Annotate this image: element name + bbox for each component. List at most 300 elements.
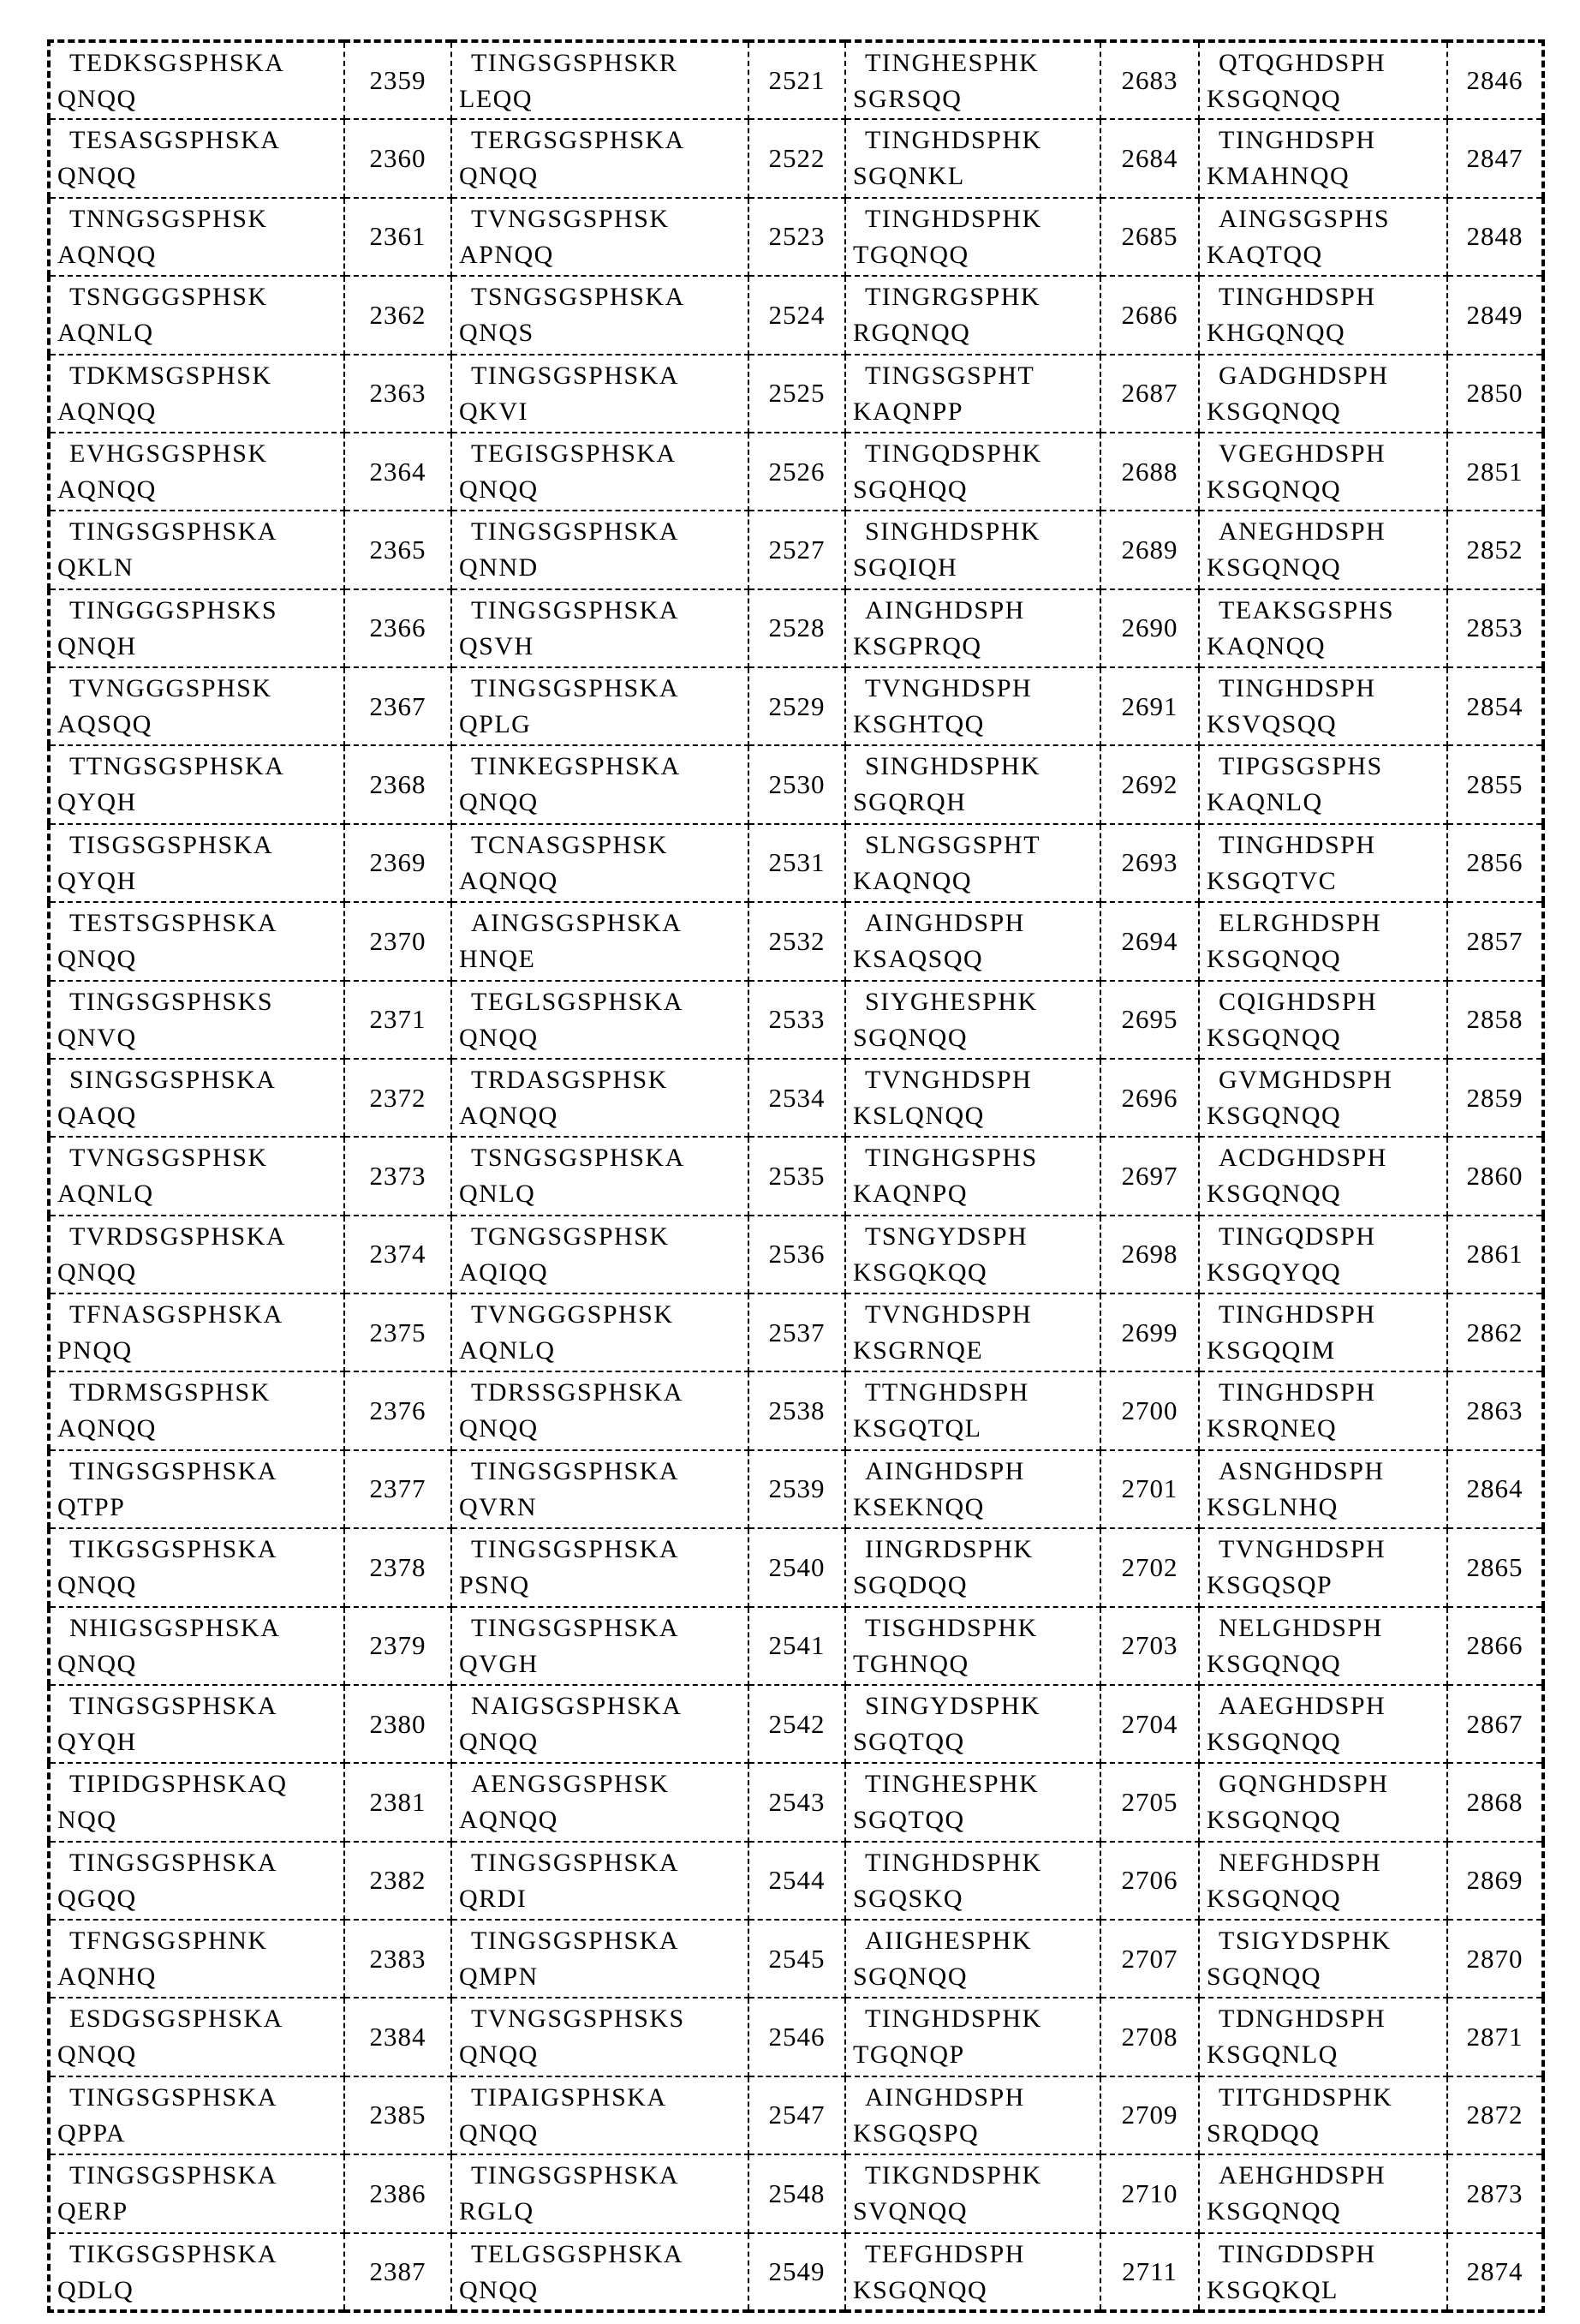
table-row (49, 1920, 1543, 1998)
sequence-line: EVHGSGSPHSK (69, 439, 268, 468)
seq-id-cell: 2363 (344, 355, 451, 433)
seq-id-cell: 2855 (1447, 745, 1543, 823)
sequence-cell (845, 981, 1100, 1059)
sequence-line: QGQQ (57, 1884, 137, 1913)
sequence-line: SINGHDSPHK (865, 517, 1041, 547)
sequence-line: QYQH (57, 788, 137, 817)
sequence-line: AEHGHDSPH (1219, 2161, 1386, 2190)
table-row (49, 1059, 1543, 1137)
sequence-cell (1199, 511, 1447, 588)
seq-id-cell: 2687 (1100, 355, 1199, 433)
seq-id-cell: 2538 (748, 1371, 845, 1449)
sequence-line: QNQQ (459, 2040, 539, 2070)
sequence-line: TINGHDSPH (1219, 126, 1376, 155)
seq-id-cell: 2359 (344, 41, 451, 119)
sequence-cell (49, 198, 344, 276)
sequence-line: TVRDSGSPHSKA (69, 1222, 287, 1251)
sequence-line: ACDGHDSPH (1219, 1144, 1387, 1173)
seq-id-cell: 2528 (748, 589, 845, 667)
seq-id-cell: 2863 (1447, 1371, 1543, 1449)
table-row (49, 1763, 1543, 1841)
seq-id-cell: 2868 (1447, 1763, 1543, 1841)
sequence-line: TINGSGSPHSKA (471, 1613, 680, 1642)
sequence-line: AINGSGSPHS (1219, 204, 1391, 233)
sequence-line: TVNGSGSPHSK (471, 204, 670, 233)
sequence-line: TINGSGSPHSKA (471, 1927, 680, 1955)
sequence-cell (49, 1450, 344, 1528)
table-row (49, 1293, 1543, 1371)
sequence-line: KSGQSQP (1207, 1571, 1333, 1600)
sequence-table-body (49, 41, 1543, 2311)
sequence-line: KSGQTQL (853, 1414, 982, 1443)
sequence-line: QNLQ (459, 1180, 536, 1209)
sequence-line: ELRGHDSPH (1219, 909, 1382, 938)
sequence-line: AQNQQ (459, 866, 558, 895)
sequence-cell (1199, 119, 1447, 197)
seq-id-cell: 2529 (748, 667, 845, 745)
table-row (49, 119, 1543, 197)
sequence-line: TVNGGGSPHSK (69, 674, 272, 702)
sequence-cell (451, 667, 748, 745)
sequence-cell (451, 1920, 748, 1998)
sequence-line: QERP (57, 2197, 128, 2226)
seq-id-cell: 2377 (344, 1450, 451, 1528)
sequence-cell (845, 1059, 1100, 1137)
seq-id-cell: 2848 (1447, 198, 1543, 276)
sequence-line: TCNASGSPHSK (471, 830, 668, 859)
seq-id-cell: 2858 (1447, 981, 1543, 1059)
sequence-line: TINGHDSPHK (865, 204, 1042, 233)
sequence-line: KSGQNQQ (1207, 945, 1342, 974)
sequence-line: NELGHDSPH (1219, 1613, 1383, 1642)
sequence-cell (845, 745, 1100, 823)
sequence-line: NHIGSGSPHSKA (69, 1613, 281, 1642)
sequence-line: KAQNLQ (1207, 788, 1323, 817)
sequence-line: TINGRGSPHK (865, 283, 1041, 312)
seq-id-cell: 2702 (1100, 1528, 1199, 1606)
sequence-line: TINGSGSPHSKA (69, 2161, 278, 2190)
sequence-cell (845, 2076, 1100, 2154)
sequence-cell (1199, 902, 1447, 980)
sequence-line: SGQHQQ (853, 475, 969, 504)
sequence-cell (845, 824, 1100, 902)
sequence-line: SINGYDSPHK (865, 1691, 1041, 1720)
sequence-line: ASNGHDSPH (1219, 1456, 1385, 1485)
seq-id-cell: 2870 (1447, 1920, 1543, 1998)
seq-id-cell: 2692 (1100, 745, 1199, 823)
sequence-line: KMAHNQQ (1207, 162, 1350, 191)
table-row (49, 1998, 1543, 2076)
sequence-cell (1199, 276, 1447, 354)
sequence-line: SVQNQQ (853, 2197, 969, 2226)
sequence-line: TINGQDSPH (1219, 1222, 1376, 1251)
sequence-line: QNQQ (57, 1571, 137, 1600)
sequence-line: GVMGHDSPH (1219, 1065, 1393, 1094)
table-row (49, 2154, 1543, 2232)
seq-id-cell: 2683 (1100, 41, 1199, 119)
sequence-cell (1199, 824, 1447, 902)
seq-id-cell: 2384 (344, 1998, 451, 2076)
sequence-line: AQNQQ (459, 1806, 558, 1835)
seq-id-cell: 2383 (344, 1920, 451, 1998)
sequence-line: QYQH (57, 866, 137, 895)
sequence-line: TELGSGSPHSKA (471, 2239, 684, 2268)
sequence-cell (49, 824, 344, 902)
sequence-cell (451, 511, 748, 588)
seq-id-cell: 2704 (1100, 1685, 1199, 1763)
sequence-line: TINGHDSPHK (865, 1848, 1042, 1877)
seq-id-cell: 2544 (748, 1842, 845, 1920)
seq-id-cell: 2697 (1100, 1137, 1199, 1215)
sequence-line: TGQNQQ (853, 240, 969, 269)
sequence-line: QKLN (57, 553, 134, 582)
sequence-cell (1199, 1293, 1447, 1371)
sequence-line: TISGSGSPHSKA (69, 830, 274, 859)
table-row (49, 1371, 1543, 1449)
sequence-line: AQNQQ (57, 240, 157, 269)
sequence-line: QNQQ (459, 1414, 539, 1443)
sequence-line: PNQQ (57, 1336, 133, 1365)
table-row (49, 745, 1543, 823)
sequence-line: NQQ (57, 1806, 117, 1835)
sequence-line: KAQNPQ (853, 1180, 969, 1209)
sequence-line: TESTSGSPHSKA (69, 909, 278, 938)
seq-id-cell: 2693 (1100, 824, 1199, 902)
seq-id-cell: 2849 (1447, 276, 1543, 354)
sequence-line: TRDASGSPHSK (471, 1065, 668, 1094)
sequence-cell (49, 589, 344, 667)
seq-id-cell: 2689 (1100, 511, 1199, 588)
seq-id-cell: 2523 (748, 198, 845, 276)
sequence-line: QNND (459, 553, 539, 582)
seq-id-cell: 2376 (344, 1371, 451, 1449)
table-row (49, 902, 1543, 980)
sequence-line: TDRSSGSPHSKA (471, 1378, 684, 1407)
seq-id-cell: 2853 (1447, 589, 1543, 667)
sequence-line: TINGHDSPH (1219, 1378, 1376, 1407)
sequence-line: TIPIDGSPHSKAQ (69, 1770, 288, 1799)
seq-id-cell: 2711 (1100, 2233, 1199, 2312)
seq-id-cell: 2381 (344, 1763, 451, 1841)
sequence-cell (451, 1528, 748, 1606)
sequence-line: QYQH (57, 1727, 137, 1756)
sequence-cell (49, 1137, 344, 1215)
seq-id-cell: 2700 (1100, 1371, 1199, 1449)
sequence-line: TINGDDSPH (1219, 2239, 1376, 2268)
sequence-line: AINGHDSPH (865, 595, 1025, 624)
sequence-line: AQIQQ (459, 1258, 549, 1287)
sequence-line: TEGISGSPHSKA (471, 439, 677, 468)
sequence-line: TIKGSGSPHSKA (69, 2239, 278, 2268)
seq-id-cell: 2549 (748, 2233, 845, 2312)
sequence-line: KSGRNQE (853, 1336, 984, 1365)
sequence-line: TINGSGSPHT (865, 361, 1035, 390)
seq-id-cell: 2365 (344, 511, 451, 588)
sequence-cell (49, 981, 344, 1059)
sequence-line: TINGSGSPHSKA (471, 2161, 680, 2190)
seq-id-cell: 2548 (748, 2154, 845, 2232)
table-row (49, 981, 1543, 1059)
sequence-line: KSGQNLQ (1207, 2040, 1339, 2070)
seq-id-cell: 2382 (344, 1842, 451, 1920)
sequence-line: TINGSGSPHSKA (471, 1456, 680, 1485)
seq-id-cell: 2360 (344, 119, 451, 197)
sequence-cell (451, 981, 748, 1059)
sequence-cell (1199, 1920, 1447, 1998)
sequence-line: QNQQ (57, 2040, 137, 2070)
sequence-line: TTNGHDSPH (865, 1378, 1029, 1407)
seq-id-cell: 2854 (1447, 667, 1543, 745)
sequence-cell (1199, 41, 1447, 119)
sequence-cell (1199, 1763, 1447, 1841)
sequence-line: ANEGHDSPH (1219, 517, 1386, 547)
sequence-line: TINGSGSPHSKA (471, 1535, 680, 1564)
sequence-cell (49, 1607, 344, 1685)
sequence-line: KAQTQQ (1207, 240, 1323, 269)
sequence-cell (451, 1607, 748, 1685)
seq-id-cell: 2865 (1447, 1528, 1543, 1606)
sequence-line: TVNGHDSPH (865, 1065, 1033, 1094)
sequence-line: QNQQ (57, 162, 137, 191)
sequence-cell (451, 1371, 748, 1449)
sequence-line: KSGQKQQ (853, 1258, 988, 1287)
seq-id-cell: 2527 (748, 511, 845, 588)
seq-id-cell: 2696 (1100, 1059, 1199, 1137)
sequence-line: TDRMSGSPHSK (69, 1378, 271, 1407)
seq-id-cell: 2709 (1100, 2076, 1199, 2154)
sequence-cell (49, 119, 344, 197)
sequence-cell (451, 355, 748, 433)
sequence-line: KSGPRQQ (853, 631, 982, 660)
sequence-line: SGRSQQ (853, 85, 963, 113)
seq-id-cell: 2864 (1447, 1450, 1543, 1528)
sequence-line: KSGQSPQ (853, 2118, 980, 2148)
sequence-line: KSLQNQQ (853, 1101, 985, 1130)
sequence-line: AQNQQ (57, 1414, 157, 1443)
sequence-line: AQNLQ (57, 319, 154, 348)
sequence-line: TINGGGSPHSKS (69, 595, 278, 624)
seq-id-cell: 2703 (1100, 1607, 1199, 1685)
sequence-line: TINGSGSPHSKA (471, 595, 680, 624)
sequence-line: TINGSGSPHSKA (69, 1456, 278, 1485)
sequence-line: LEQQ (459, 85, 533, 113)
sequence-line: AAEGHDSPH (1219, 1691, 1386, 1720)
sequence-line: QNQS (459, 319, 534, 348)
sequence-line: SGQRQH (853, 788, 967, 817)
seq-id-cell: 2387 (344, 2233, 451, 2312)
sequence-line: TINGHDSPH (1219, 674, 1376, 702)
seq-id-cell: 2385 (344, 2076, 451, 2154)
table-row (49, 433, 1543, 511)
seq-id-cell: 2847 (1447, 119, 1543, 197)
seq-id-cell: 2537 (748, 1293, 845, 1371)
seq-id-cell: 2685 (1100, 198, 1199, 276)
seq-id-cell: 2361 (344, 198, 451, 276)
sequence-line: TINGHGSPHS (865, 1144, 1038, 1173)
sequence-cell (1199, 981, 1447, 1059)
sequence-line: SIYGHESPHK (865, 987, 1038, 1016)
sequence-cell (451, 902, 748, 980)
sequence-cell (451, 41, 748, 119)
sequence-line: AQNQQ (57, 397, 157, 426)
sequence-cell (845, 1293, 1100, 1371)
sequence-line: KSGQNQQ (1207, 397, 1342, 426)
sequence-listing-table (47, 39, 1545, 2313)
table-row (49, 1842, 1543, 1920)
sequence-cell (1199, 1450, 1447, 1528)
seq-id-cell: 2710 (1100, 2154, 1199, 2232)
sequence-line: TINGHDSPH (1219, 830, 1376, 859)
table-row (49, 1685, 1543, 1763)
sequence-cell (49, 2233, 344, 2312)
sequence-line: TVNGHDSPH (865, 674, 1033, 702)
sequence-cell (451, 1293, 748, 1371)
sequence-cell (49, 745, 344, 823)
sequence-line: QPLG (459, 710, 532, 738)
sequence-line: APNQQ (459, 240, 554, 269)
table-row (49, 2233, 1543, 2312)
sequence-line: TERGSGSPHSKA (471, 126, 685, 155)
sequence-line: QNQQ (57, 1649, 137, 1678)
sequence-cell (1199, 198, 1447, 276)
sequence-line: QRDI (459, 1884, 528, 1913)
seq-id-cell: 2691 (1100, 667, 1199, 745)
sequence-line: TINGSGSPHSKA (69, 2082, 278, 2112)
sequence-cell (1199, 433, 1447, 511)
sequence-line: SGQNQQ (853, 1023, 969, 1052)
sequence-cell (845, 1763, 1100, 1841)
sequence-cell (451, 1450, 748, 1528)
sequence-cell (49, 1059, 344, 1137)
sequence-cell (1199, 1685, 1447, 1763)
seq-id-cell: 2545 (748, 1920, 845, 1998)
sequence-line: TDKMSGSPHSK (69, 361, 272, 390)
sequence-cell (1199, 2233, 1447, 2312)
seq-id-cell: 2684 (1100, 119, 1199, 197)
table-row (49, 589, 1543, 667)
sequence-cell (1199, 1371, 1447, 1449)
seq-id-cell: 2541 (748, 1607, 845, 1685)
sequence-cell (1199, 1216, 1447, 1293)
sequence-line: TVNGSGSPHSKS (471, 2004, 685, 2034)
sequence-line: KSRQNEQ (1207, 1414, 1338, 1443)
seq-id-cell: 2698 (1100, 1216, 1199, 1293)
seq-id-cell: 2542 (748, 1685, 845, 1763)
seq-id-cell: 2521 (748, 41, 845, 119)
sequence-line: AIIGHESPHK (865, 1927, 1032, 1955)
sequence-cell (845, 1998, 1100, 2076)
sequence-line: KSGQNQQ (1207, 1649, 1342, 1678)
seq-id-cell: 2707 (1100, 1920, 1199, 1998)
sequence-line: QPPA (57, 2118, 126, 2148)
sequence-line: SGQNQQ (1207, 1963, 1322, 1991)
seq-id-cell: 2701 (1100, 1450, 1199, 1528)
sequence-line: TESASGSPHSKA (69, 126, 281, 155)
sequence-cell (1199, 589, 1447, 667)
seq-id-cell: 2705 (1100, 1763, 1199, 1841)
seq-id-cell: 2543 (748, 1763, 845, 1841)
sequence-cell (845, 2154, 1100, 2232)
sequence-cell (1199, 355, 1447, 433)
sequence-line: AQNHQ (57, 1963, 157, 1991)
seq-id-cell: 2846 (1447, 41, 1543, 119)
sequence-cell (1199, 1998, 1447, 2076)
sequence-line: QNQH (57, 631, 137, 660)
sequence-line: QNQQ (459, 788, 539, 817)
sequence-line: TEFGHDSPH (865, 2239, 1025, 2268)
sequence-line: TNNGSGSPHSK (69, 204, 268, 233)
sequence-line: TFNGSGSPHNK (69, 1927, 268, 1955)
seq-id-cell: 2374 (344, 1216, 451, 1293)
seq-id-cell: 2859 (1447, 1059, 1543, 1137)
sequence-line: HNQE (459, 945, 536, 974)
sequence-cell (845, 119, 1100, 197)
sequence-cell (1199, 1137, 1447, 1215)
sequence-line: SGQNKL (853, 162, 965, 191)
seq-id-cell: 2533 (748, 981, 845, 1059)
seq-id-cell: 2547 (748, 2076, 845, 2154)
seq-id-cell: 2708 (1100, 1998, 1199, 2076)
sequence-line: AINGSGSPHSKA (471, 909, 683, 938)
sequence-line: RGQNQQ (853, 319, 971, 348)
sequence-cell (451, 589, 748, 667)
sequence-cell (845, 1450, 1100, 1528)
sequence-line: TINGHDSPHK (865, 2004, 1042, 2034)
sequence-line: TFNASGSPHSKA (69, 1300, 283, 1329)
sequence-line: TIKGNDSPHK (865, 2161, 1042, 2190)
sequence-line: TINGSGSPHSKA (471, 517, 680, 547)
sequence-cell (49, 1685, 344, 1763)
table-row (49, 1607, 1543, 1685)
seq-id-cell: 2530 (748, 745, 845, 823)
sequence-line: TEDKSGSPHSKA (69, 49, 285, 77)
sequence-line: TSNGSGSPHSKA (471, 283, 685, 312)
seq-id-cell: 2871 (1447, 1998, 1543, 2076)
sequence-cell (451, 276, 748, 354)
sequence-cell (49, 41, 344, 119)
sequence-cell (49, 276, 344, 354)
sequence-line: TTNGSGSPHSKA (69, 752, 285, 781)
seq-id-cell: 2379 (344, 1607, 451, 1685)
sequence-line: QSVH (459, 631, 534, 660)
sequence-cell (1199, 2076, 1447, 2154)
seq-id-cell: 2366 (344, 589, 451, 667)
table-row (49, 276, 1543, 354)
sequence-line: NAIGSGSPHSKA (471, 1691, 683, 1720)
sequence-line: QNQQ (459, 162, 539, 191)
table-row (49, 355, 1543, 433)
sequence-cell (49, 511, 344, 588)
sequence-line: KSGQNQQ (1207, 1180, 1342, 1209)
sequence-cell (845, 1607, 1100, 1685)
table-row (49, 1528, 1543, 1606)
seq-id-cell: 2546 (748, 1998, 845, 2076)
sequence-line: TEGLSGSPHSKA (471, 987, 684, 1016)
sequence-line: SRQDQQ (1207, 2118, 1321, 2148)
sequence-cell (845, 1371, 1100, 1449)
sequence-line: TINGHDSPHK (865, 126, 1042, 155)
sequence-line: TINGSGSPHSKR (471, 49, 678, 77)
table-row (49, 1137, 1543, 1215)
sequence-line: TVNGHDSPH (1219, 1535, 1386, 1564)
table-row (49, 824, 1543, 902)
sequence-line: SINGHDSPHK (865, 752, 1041, 781)
seq-id-cell: 2535 (748, 1137, 845, 1215)
sequence-line: AENGSGSPHSK (471, 1770, 670, 1799)
sequence-line: QNQQ (459, 1727, 539, 1756)
sequence-line: KSGQNQQ (1207, 85, 1342, 113)
sequence-line: AINGHDSPH (865, 1456, 1025, 1485)
